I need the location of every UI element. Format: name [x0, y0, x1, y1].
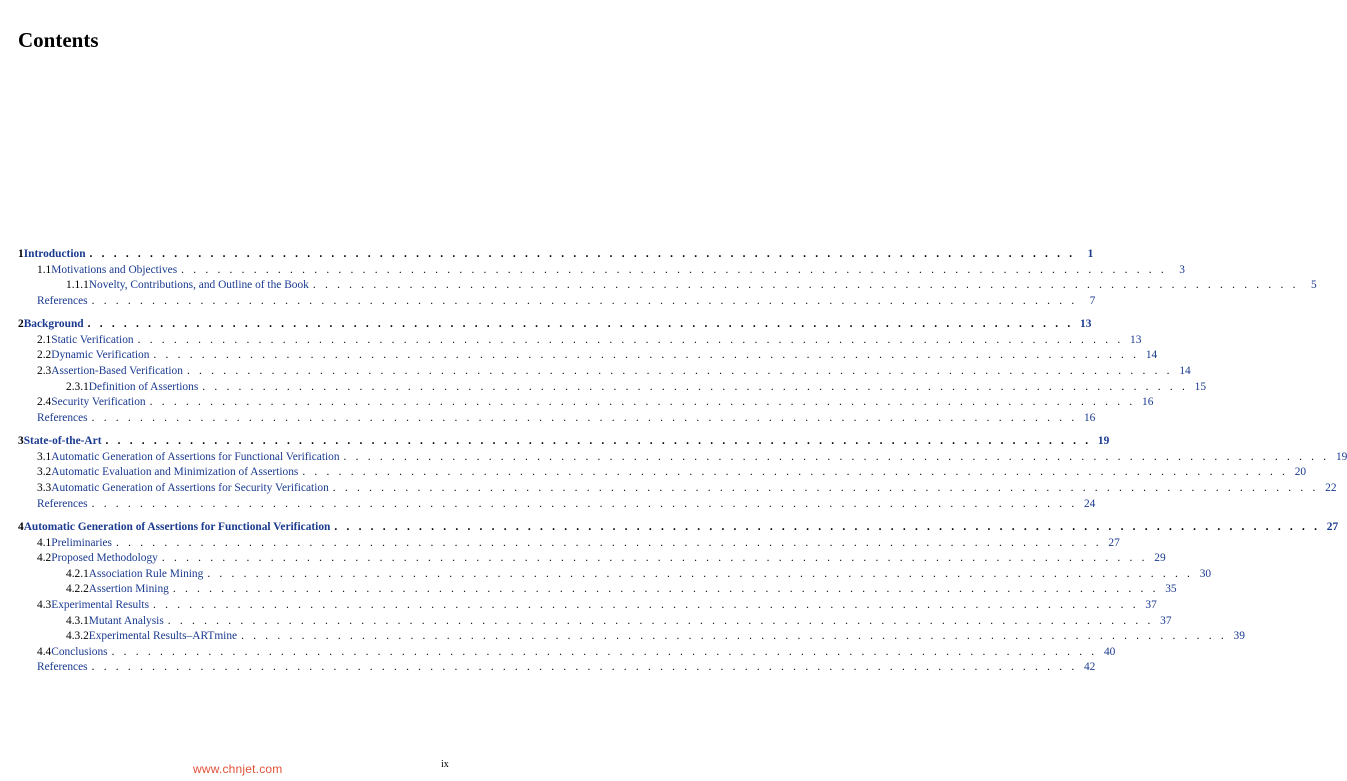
toc-dot-leader: . . . . . . . . . . . . . . . . . . . . . . . . . . . . . . . . . . . . . . . . . . . . . . . . . . . . . . . . . . . . . . . . . . . . . . . . . . . . . . . . . .	[332, 482, 1319, 494]
toc-entry-page[interactable]: 42	[1083, 661, 1096, 674]
toc-dot-leader: . . . . . . . . . . . . . . . . . . . . . . . . . . . . . . . . . . . . . . . . . . . . . . . . . . . . . . . . . . . . . . . . . . . . . . . . . . . . . . . . . .	[202, 380, 1189, 393]
toc-entry[interactable]	[37, 645, 1116, 660]
toc-entry-title[interactable]: Conclusions	[51, 645, 108, 658]
toc-entry-page[interactable]: 30	[1199, 567, 1212, 580]
toc-entry[interactable]	[37, 411, 1096, 426]
toc-entry-page[interactable]: 15	[1194, 380, 1207, 393]
toc-dot-leader: . . . . . . . . . . . . . . . . . . . . . . . . . . . . . . . . . . . . . . . . . . . . . . . . . . . . . . . . . . . . . . . . . . . . . . . . . . . . . . . . . .	[207, 567, 1194, 580]
watermark-text: www.chnjet.com	[193, 762, 283, 776]
toc-entry[interactable]	[37, 450, 1347, 465]
toc-entry-number: 3.3	[37, 482, 52, 494]
toc-dot-leader: . . . . . . . . . . . . . . . . . . . . . . . . . . . . . . . . . . . . . . . . . . . . . . . . . . . . . . . . . . . . . . . . . . . . . . . . . . . . . . . . . .	[91, 294, 1078, 307]
toc-entry-title[interactable]: Preliminaries	[51, 536, 112, 549]
toc-chapter-entry[interactable]	[18, 520, 1339, 535]
toc-dot-leader: . . . . . . . . . . . . . . . . . . . . . . . . . . . . . . . . . . . . . . . . . . . . . . . . . . . . . . . . . . . . . . . . . . . . . . . . . . . . . . . . . .	[312, 279, 1299, 292]
toc-entry[interactable]	[37, 536, 1120, 551]
toc-entry-title[interactable]: References	[37, 661, 88, 674]
toc-entry-page[interactable]: 20	[1294, 466, 1307, 479]
toc-entry[interactable]	[37, 348, 1158, 363]
toc-entry[interactable]	[37, 294, 1096, 309]
toc-entry-number: 1	[18, 248, 24, 260]
toc-entry-page[interactable]: 1	[1087, 248, 1094, 260]
toc-dot-leader: . . . . . . . . . . . . . . . . . . . . . . . . . . . . . . . . . . . . . . . . . . . . . . . . . . . . . . . . . . . . . . . . . . . . . . . . . . . . . . . . . .	[161, 552, 1148, 565]
toc-dot-leader: . . . . . . . . . . . . . . . . . . . . . . . . . . . . . . . . . . . . . . . . . . . . . . . . . . . . . . . . . . . . . . . . . . . . . . . . . . . . . . . . . .	[343, 450, 1330, 463]
toc-entry-number: 3	[18, 435, 24, 448]
toc-entry-page[interactable]: 29	[1154, 552, 1166, 565]
toc-entry[interactable]	[66, 629, 1245, 644]
toc-entry-title[interactable]: Motivations and Objectives	[51, 263, 178, 276]
toc-entry[interactable]	[66, 567, 1212, 582]
toc-dot-leader: . . . . . . . . . . . . . . . . . . . . . . . . . . . . . . . . . . . . . . . . . . . . . . . . . . . . . . . . . . . . . . . . . . . . . . . . . . . . . . . . . .	[87, 318, 1074, 331]
page-title: Contents	[18, 28, 99, 52]
toc-entry-number: 4.4	[37, 645, 52, 658]
toc-entry-title[interactable]: Introduction	[23, 248, 86, 260]
toc-entry-title[interactable]: Assertion-Based Verification	[51, 365, 183, 377]
toc-entry-number: 4.3.2	[66, 630, 89, 643]
toc-entry-page[interactable]: 7	[1089, 294, 1096, 307]
toc-dot-leader: . . . . . . . . . . . . . . . . . . . . . . . . . . . . . . . . . . . . . . . . . . . . . . . . . . . . . . . . . . . . . . . . . . . . . . . . . . . . . . . . . .	[91, 497, 1078, 510]
toc-chapter-entry[interactable]	[18, 434, 1110, 449]
toc-dot-leader: . . . . . . . . . . . . . . . . . . . . . . . . . . . . . . . . . . . . . . . . . . . . . . . . . . . . . . . . . . . . . . . . . . . . . . . . . . . . . . . . . .	[153, 599, 1139, 611]
toc-dot-leader: . . . . . . . . . . . . . . . . . . . . . . . . . . . . . . . . . . . . . . . . . . . . . . . . . . . . . . . . . . . . . . . . . . . . . . . . . . . . . . . . . .	[116, 536, 1102, 549]
toc-entry-title[interactable]: References	[37, 294, 88, 307]
toc-entry-number: 4.2.1	[66, 567, 89, 580]
toc-entry-page[interactable]: 16	[1142, 396, 1154, 409]
toc-entry-page[interactable]: 39	[1233, 630, 1245, 643]
toc-entry-title[interactable]: Novelty, Contributions, and Outline of the Book	[88, 279, 309, 292]
page-number: ix	[441, 759, 449, 770]
toc-chapter-entry[interactable]	[18, 247, 1094, 262]
toc-entry-number: 3.2	[37, 466, 52, 479]
toc-dot-leader: . . . . . . . . . . . . . . . . . . . . . . . . . . . . . . . . . . . . . . . . . . . . . . . . . . . . . . . . . . . . . . . . . . . . . . . . . . . . . . . . . .	[89, 248, 1076, 260]
toc-entry-number: 4.3	[37, 599, 52, 611]
toc-entry[interactable]	[37, 395, 1154, 410]
toc-dot-leader: . . . . . . . . . . . . . . . . . . . . . . . . . . . . . . . . . . . . . . . . . . . . . . . . . . . . . . . . . . . . . . . . . . . . . . . . . . . . . . . . . .	[334, 521, 1321, 533]
toc-dot-leader: . . . . . . . . . . . . . . . . . . . . . . . . . . . . . . . . . . . . . . . . . . . . . . . . . . . . . . . . . . . . . . . . . . . . . . . . . . . . . . . . . .	[181, 263, 1167, 276]
toc-entry-page[interactable]: 37	[1145, 599, 1157, 611]
toc-entry-title[interactable]: State-of-the-Art	[23, 435, 102, 448]
toc-entry-page[interactable]: 22	[1325, 482, 1337, 494]
toc-entry-title[interactable]: Definition of Assertions	[88, 380, 199, 393]
toc-dot-leader: . . . . . . . . . . . . . . . . . . . . . . . . . . . . . . . . . . . . . . . . . . . . . . . . . . . . . . . . . . . . . . . . . . . . . . . . . . . . . . . . . .	[153, 349, 1140, 362]
toc-dot-leader: . . . . . . . . . . . . . . . . . . . . . . . . . . . . . . . . . . . . . . . . . . . . . . . . . . . . . . . . . . . . . . . . . . . . . . . . . . . . . . . . . .	[167, 614, 1154, 627]
toc-entry-page[interactable]: 14	[1179, 365, 1191, 377]
toc-entry-page[interactable]: 16	[1083, 411, 1096, 424]
toc-entry-title[interactable]: Security Verification	[51, 396, 146, 409]
toc-entry-page[interactable]: 35	[1165, 583, 1177, 596]
toc-dot-leader: . . . . . . . . . . . . . . . . . . . . . . . . . . . . . . . . . . . . . . . . . . . . . . . . . . . . . . . . . . . . . . . . . . . . . . . . . . . . . . . . . .	[186, 365, 1173, 377]
toc-dot-leader: . . . . . . . . . . . . . . . . . . . . . . . . . . . . . . . . . . . . . . . . . . . . . . . . . . . . . . . . . . . . . . . . . . . . . . . . . . . . . . . . . .	[241, 630, 1227, 643]
toc-entry-number: 2.3	[37, 365, 52, 377]
toc-entry[interactable]	[37, 333, 1142, 348]
toc-entry-page[interactable]: 24	[1083, 497, 1096, 510]
toc-entry-page[interactable]: 27	[1326, 521, 1339, 533]
toc-entry-title[interactable]: Mutant Analysis	[88, 614, 164, 627]
toc-entry-number: 4.1	[37, 536, 52, 549]
toc-dot-leader: . . . . . . . . . . . . . . . . . . . . . . . . . . . . . . . . . . . . . . . . . . . . . . . . . . . . . . . . . . . . . . . . . . . . . . . . . . . . . . . . . .	[111, 645, 1098, 658]
toc-entry-number: 2.2	[37, 349, 52, 362]
toc-entry-page[interactable]: 19	[1335, 450, 1347, 463]
toc-entry-number: 2.4	[37, 396, 52, 409]
toc-entry[interactable]	[66, 614, 1172, 629]
toc-entry-title[interactable]: Automatic Generation of Assertions for Functional Verification	[51, 450, 340, 463]
toc-entry-number: 4.3.1	[66, 614, 89, 627]
toc-dot-leader: . . . . . . . . . . . . . . . . . . . . . . . . . . . . . . . . . . . . . . . . . . . . . . . . . . . . . . . . . . . . . . . . . . . . . . . . . . . . . . . . . .	[91, 411, 1078, 424]
toc-entry-page[interactable]: 27	[1108, 536, 1120, 549]
toc-dot-leader: . . . . . . . . . . . . . . . . . . . . . . . . . . . . . . . . . . . . . . . . . . . . . . . . . . . . . . . . . . . . . . . . . . . . . . . . . . . . . . . . . .	[105, 435, 1092, 448]
toc-entry-page[interactable]: 40	[1103, 645, 1116, 658]
toc-entry-page[interactable]: 13	[1130, 333, 1142, 346]
toc-entry-number: 1.1	[37, 263, 52, 276]
toc-entry[interactable]	[37, 551, 1166, 566]
toc-entry-page[interactable]: 14	[1145, 349, 1158, 362]
toc-entry-title[interactable]: Static Verification	[51, 333, 134, 346]
toc-entry-number: 3.1	[37, 450, 52, 463]
toc-dot-leader: . . . . . . . . . . . . . . . . . . . . . . . . . . . . . . . . . . . . . . . . . . . . . . . . . . . . . . . . . . . . . . . . . . . . . . . . . . . . . . . . . .	[302, 466, 1289, 479]
toc-entry-number: 2.1	[37, 333, 52, 346]
toc-dot-leader: . . . . . . . . . . . . . . . . . . . . . . . . . . . . . . . . . . . . . . . . . . . . . . . . . . . . . . . . . . . . . . . . . . . . . . . . . . . . . . . . . .	[137, 333, 1124, 346]
toc-entry-title[interactable]: Automatic Generation of Assertions for Security Verification	[51, 482, 329, 494]
toc-entry[interactable]	[37, 481, 1337, 496]
toc-entry-title[interactable]: Experimental Results–ARTmine	[88, 630, 238, 643]
toc-entry[interactable]	[37, 364, 1191, 379]
toc-entry[interactable]	[66, 278, 1317, 293]
toc-dot-leader: . . . . . . . . . . . . . . . . . . . . . . . . . . . . . . . . . . . . . . . . . . . . . . . . . . . . . . . . . . . . . . . . . . . . . . . . . . . . . . . . . .	[91, 661, 1078, 674]
toc-entry-title[interactable]: Assertion Mining	[88, 583, 169, 596]
toc-entry-number: 2	[18, 318, 24, 331]
toc-entry[interactable]	[66, 380, 1207, 395]
toc-entry[interactable]	[66, 582, 1177, 597]
toc-entry[interactable]	[37, 465, 1307, 480]
toc-chapter-entry[interactable]	[18, 317, 1092, 332]
toc-entry-title[interactable]: Automatic Evaluation and Minimization of Assertions	[51, 466, 299, 479]
toc-entry-page[interactable]: 5	[1310, 279, 1317, 292]
toc-entry-title[interactable]: Proposed Methodology	[51, 552, 158, 565]
toc-entry-number: 4.2	[37, 552, 52, 565]
toc-dot-leader: . . . . . . . . . . . . . . . . . . . . . . . . . . . . . . . . . . . . . . . . . . . . . . . . . . . . . . . . . . . . . . . . . . . . . . . . . . . . . . . . . .	[172, 583, 1159, 596]
toc-dot-leader: . . . . . . . . . . . . . . . . . . . . . . . . . . . . . . . . . . . . . . . . . . . . . . . . . . . . . . . . . . . . . . . . . . . . . . . . . . . . . . . . . .	[149, 396, 1136, 409]
toc-entry[interactable]	[37, 660, 1096, 675]
toc-entry-title[interactable]: Experimental Results	[51, 599, 149, 611]
toc-entry-number: 1.1.1	[66, 279, 89, 292]
toc-entry-page[interactable]: 19	[1097, 435, 1110, 448]
toc-entry-title[interactable]: Association Rule Mining	[88, 567, 204, 580]
toc-entry-title[interactable]: References	[37, 411, 88, 424]
toc-entry-number: 2.3.1	[66, 380, 89, 393]
toc-entry[interactable]	[37, 497, 1096, 512]
toc-entry-title[interactable]: Background	[23, 318, 84, 331]
toc-entry-page[interactable]: 3	[1179, 263, 1185, 276]
toc-entry-title[interactable]: References	[37, 497, 88, 510]
toc-entry[interactable]	[37, 263, 1185, 278]
toc-entry-page[interactable]: 13	[1080, 318, 1092, 331]
toc-entry-title[interactable]: Dynamic Verification	[51, 349, 150, 362]
toc-entry-number: 4.2.2	[66, 583, 89, 596]
toc-entry-title[interactable]: Automatic Generation of Assertions for Functional Verification	[23, 521, 331, 533]
toc-entry-page[interactable]: 37	[1160, 614, 1172, 627]
toc-entry-number: 4	[18, 521, 24, 533]
toc-entry[interactable]	[37, 598, 1157, 613]
